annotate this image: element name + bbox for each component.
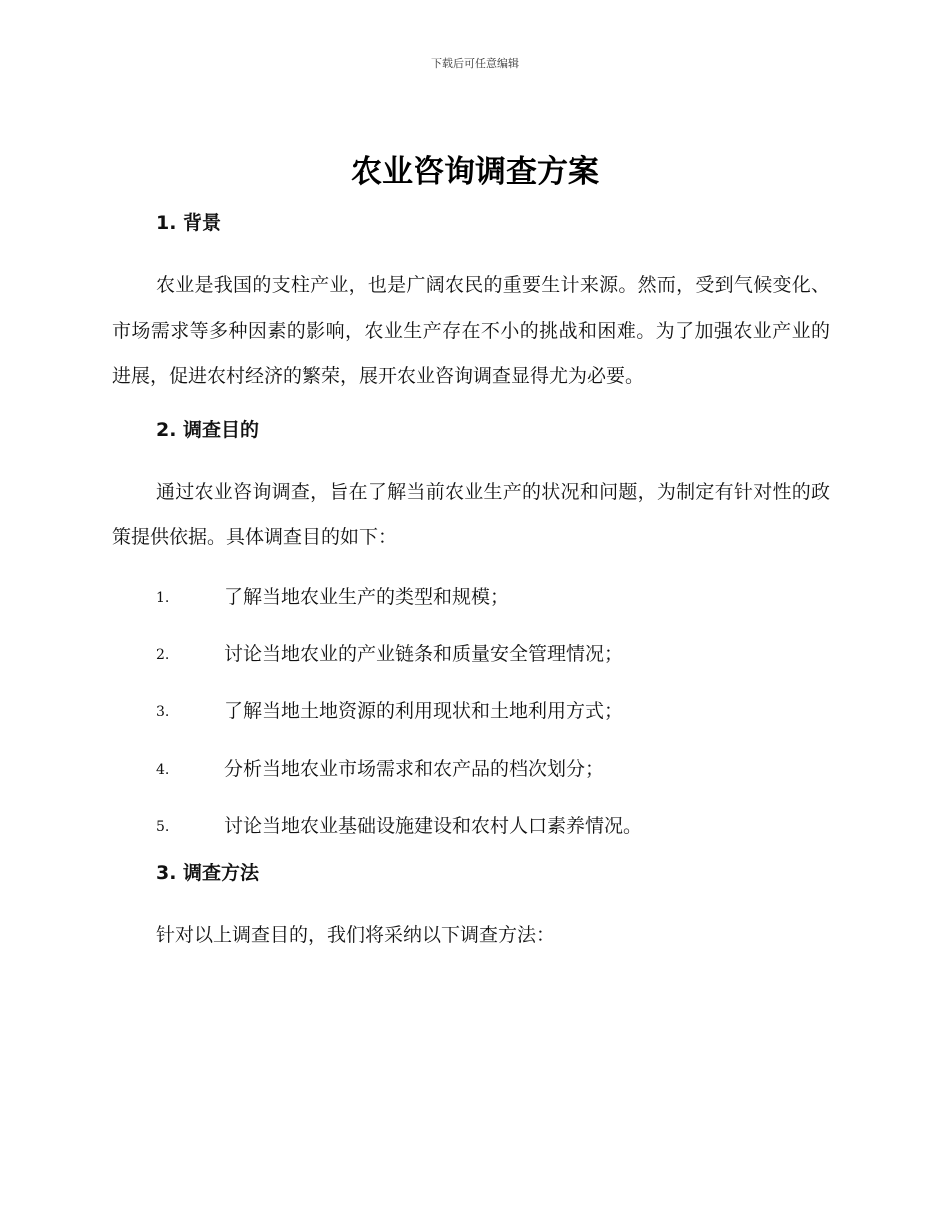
- list-text: 讨论当地农业的产业链条和质量安全管理情况；: [224, 642, 624, 665]
- list-text: 讨论当地农业基础设施建设和农村人口素养情况。: [224, 815, 643, 838]
- list-item: [112, 798, 830, 855]
- section-method: [112, 855, 830, 959]
- list-item: [112, 569, 830, 626]
- list-text: 分析当地农业市场需求和农产品的档次划分；: [224, 757, 605, 780]
- document-title: 农业咨询调查方案: [351, 154, 599, 190]
- section-heading: 1. 背景: [156, 212, 222, 234]
- list-item: [112, 683, 830, 740]
- list-number: 5.: [156, 819, 170, 836]
- list-number: 4.: [156, 761, 170, 778]
- section-background: [112, 205, 830, 412]
- section-heading: 3. 调查方法: [156, 862, 260, 885]
- section-heading: 2. 调查目的: [156, 418, 260, 441]
- header-note: 下载后可任意编辑: [431, 57, 519, 70]
- list-number: 2.: [156, 646, 170, 663]
- section-paragraph: 农业是我国的支柱产业，也是广阔农民的重要生计来源。然而，受到气候变化、市场需求等多种因素的影响，农业生产存在不小的挑战和困难。为了加强农业产业的进展，促进农村经济的繁荣，展开农业咨询调查显得尤为必要。: [112, 274, 830, 387]
- list-item: [112, 626, 830, 683]
- list-text: 了解当地农业生产的类型和规模；: [224, 585, 510, 608]
- list-item: [112, 741, 830, 798]
- purpose-list: [112, 569, 830, 856]
- section-paragraph: 针对以上调查目的，我们将采纳以下调查方法：: [156, 924, 556, 947]
- list-text: 了解当地土地资源的利用现状和土地利用方式；: [224, 700, 624, 723]
- section-paragraph: 通过农业咨询调查，旨在了解当前农业生产的状况和问题，为制定有针对性的政策提供依据。具体调查目的如下：: [112, 480, 830, 548]
- document-body: [112, 205, 830, 959]
- section-purpose: [112, 412, 830, 856]
- list-number: 3.: [156, 704, 170, 721]
- list-number: 1.: [156, 589, 170, 606]
